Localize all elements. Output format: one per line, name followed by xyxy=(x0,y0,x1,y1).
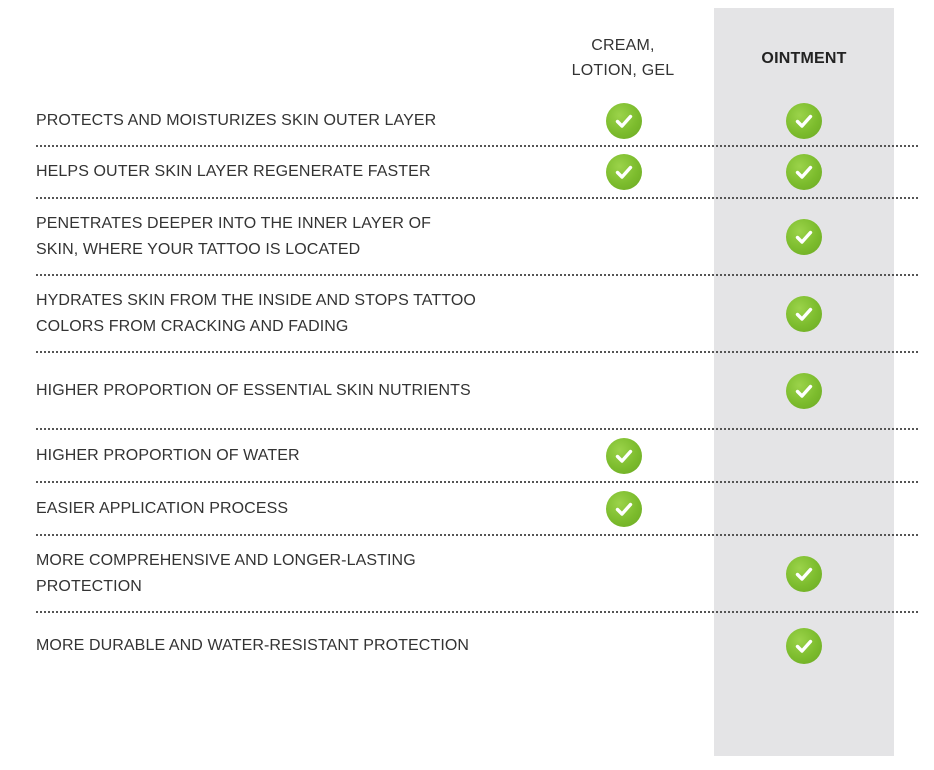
ointment-cell xyxy=(768,353,840,428)
ointment-cell xyxy=(768,613,840,679)
table-row xyxy=(36,483,918,536)
cream-cell xyxy=(588,199,660,274)
cream-cell xyxy=(588,147,660,197)
ointment-cell xyxy=(768,97,840,145)
check-icon xyxy=(786,556,822,592)
check-icon xyxy=(786,219,822,255)
column-header-cream-line1: CREAM, xyxy=(591,37,655,54)
ointment-cell xyxy=(768,147,840,197)
check-icon xyxy=(606,438,642,474)
check-icon xyxy=(606,154,642,190)
check-icon xyxy=(786,628,822,664)
cream-cell xyxy=(588,276,660,351)
check-icon xyxy=(606,103,642,139)
ointment-cell xyxy=(768,276,840,351)
row-label: MORE COMPREHENSIVE AND LONGER-LASTING PROTECTION xyxy=(36,551,416,595)
column-header-cream-lotion-gel xyxy=(548,18,698,98)
cream-cell xyxy=(588,430,660,481)
table-row xyxy=(36,199,918,276)
table-row xyxy=(36,353,918,430)
ointment-cell xyxy=(768,199,840,274)
check-icon xyxy=(786,296,822,332)
table-row xyxy=(36,613,918,679)
column-header-ointment: OINTMENT xyxy=(761,49,847,67)
table-row xyxy=(36,97,918,147)
row-label: HELPS OUTER SKIN LAYER REGENERATE FASTER xyxy=(36,163,431,180)
row-label: HIGHER PROPORTION OF WATER xyxy=(36,446,300,464)
cream-cell xyxy=(588,536,660,611)
cream-cell xyxy=(588,613,660,679)
row-label: MORE DURABLE AND WATER-RESISTANT PROTECTION xyxy=(36,637,470,654)
table-row xyxy=(36,147,918,199)
cream-cell xyxy=(588,353,660,428)
check-icon xyxy=(606,491,642,527)
ointment-cell xyxy=(768,483,840,534)
row-label: PENETRATES DEEPER INTO THE INNER LAYER OF SKIN, WHERE YOUR TATTOO IS LOCATED xyxy=(36,214,431,258)
row-label: HYDRATES SKIN FROM THE INSIDE AND STOPS TATTOO COLORS FROM CRACKING AND FADING xyxy=(36,291,476,335)
check-icon xyxy=(786,373,822,409)
check-icon xyxy=(786,103,822,139)
row-label: PROTECTS AND MOISTURIZES SKIN OUTER LAYER xyxy=(36,112,437,129)
ointment-cell xyxy=(768,430,840,481)
table-row xyxy=(36,430,918,483)
cream-cell xyxy=(588,483,660,534)
row-label: HIGHER PROPORTION OF ESSENTIAL SKIN NUTRIENTS xyxy=(36,381,471,399)
cream-cell xyxy=(588,97,660,145)
column-header-cream-line2: LOTION, GEL xyxy=(571,62,675,79)
row-label: EASIER APPLICATION PROCESS xyxy=(36,499,289,517)
check-icon xyxy=(786,154,822,190)
table-row xyxy=(36,276,918,353)
comparison-table xyxy=(36,97,918,679)
table-row xyxy=(36,536,918,613)
ointment-cell xyxy=(768,536,840,611)
